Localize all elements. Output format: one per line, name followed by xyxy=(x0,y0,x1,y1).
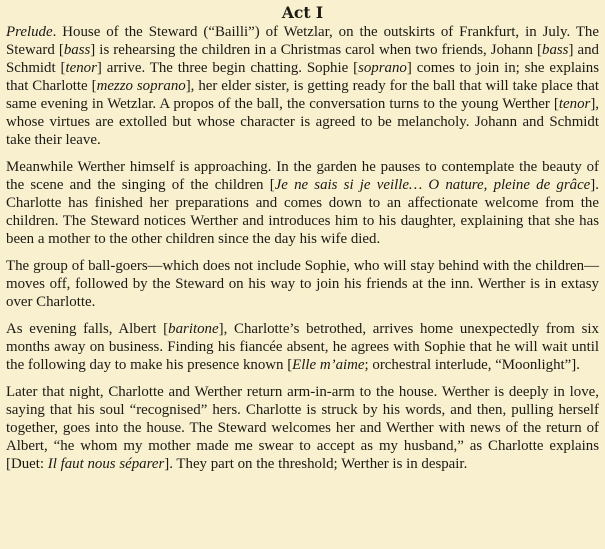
paragraph-prelude xyxy=(6,23,599,149)
paragraph-albert-returns xyxy=(6,320,599,374)
text-run: As evening falls, Albert [ xyxy=(6,321,169,337)
text-run: Meanwhile Werther himself is approaching. In the garden he pauses to contemplate the beauty of the scene and the singing of the children [ xyxy=(6,159,599,193)
text-run: . House of the Steward (“Bailli”) of Wetzlar, on the outskirts of Frankfurt, in July. The Steward [ xyxy=(6,24,599,58)
text-run: ; orchestral interlude, “Moonlight”]. xyxy=(364,357,580,373)
text-run: ]. Charlotte has finished her preparations and comes down to an affectionate welcome from the children. The Steward notices Werther and introduces him to his daughter, explaining that she has been a mother to the other children since the day his wife died. xyxy=(6,177,599,247)
text-run: ] and Schmidt [ xyxy=(6,42,599,76)
italic-run: Je ne sais si je veille… O nature, pleine de grâce xyxy=(274,177,591,193)
text-run: ], her elder sister, is getting ready for the ball that will take place that same evening in Wetzlar. A propos of the ball, the conversation turns to the young Werther [ xyxy=(6,78,600,112)
synopsis-body xyxy=(6,23,599,473)
text-run: ], whose virtues are extolled but whose character is agreed to be melancholy. Johann and Schmidt take their leave. xyxy=(6,96,599,148)
italic-run: soprano xyxy=(358,60,407,76)
text-run: The group of ball-goers—which does not include Sophie, who will stay behind with the children—moves off, followed by the Steward on his way to join his friends at the inn. Werther is in extasy over Charlotte. xyxy=(6,258,599,310)
italic-run: baritone xyxy=(168,321,219,337)
text-run: ] arrive. The three begin chatting. Sophie [ xyxy=(96,60,359,76)
text-run: ] comes to join in; she explains that Charlotte [ xyxy=(6,60,599,94)
text-run: Later that night, Charlotte and Werther return arm-in-arm to the house. Werther is deeply in love, saying that his soul “recognised” hers. Charlotte is struck by his words, and then, pulling herself together, goes into the house. The Steward welcomes her and Werther with news of the return of Albert, “he whom my mother made me swear to accept as my husband,” as Charlotte explains [Duet: xyxy=(6,384,599,472)
text-run: ]. They part on the threshold; Werther is in despair. xyxy=(164,456,468,472)
italic-run: Prelude xyxy=(6,24,53,40)
act-title: Act I xyxy=(281,3,324,22)
italic-run: bass xyxy=(542,42,569,58)
italic-run: bass xyxy=(63,42,91,58)
italic-run: mezzo soprano xyxy=(96,78,186,94)
italic-run: Elle m’aime xyxy=(292,357,365,373)
paragraph-return-at-night xyxy=(6,383,599,473)
italic-run: tenor xyxy=(558,96,591,112)
italic-run: Il faut nous séparer xyxy=(47,456,165,472)
text-run: ] is rehearsing the children in a Christmas carol when two friends, Johann [ xyxy=(90,42,542,58)
text-run: ], Charlotte’s betrothed, arrives home unexpectedly from six months away on business. Finding his fiancée absent, he agrees with Sophie that he will wait until the following day to make his presence known [ xyxy=(6,321,599,373)
paragraph-ball-goers xyxy=(6,257,599,311)
paragraph-werther-approaches xyxy=(6,158,599,248)
italic-run: tenor xyxy=(65,60,97,76)
